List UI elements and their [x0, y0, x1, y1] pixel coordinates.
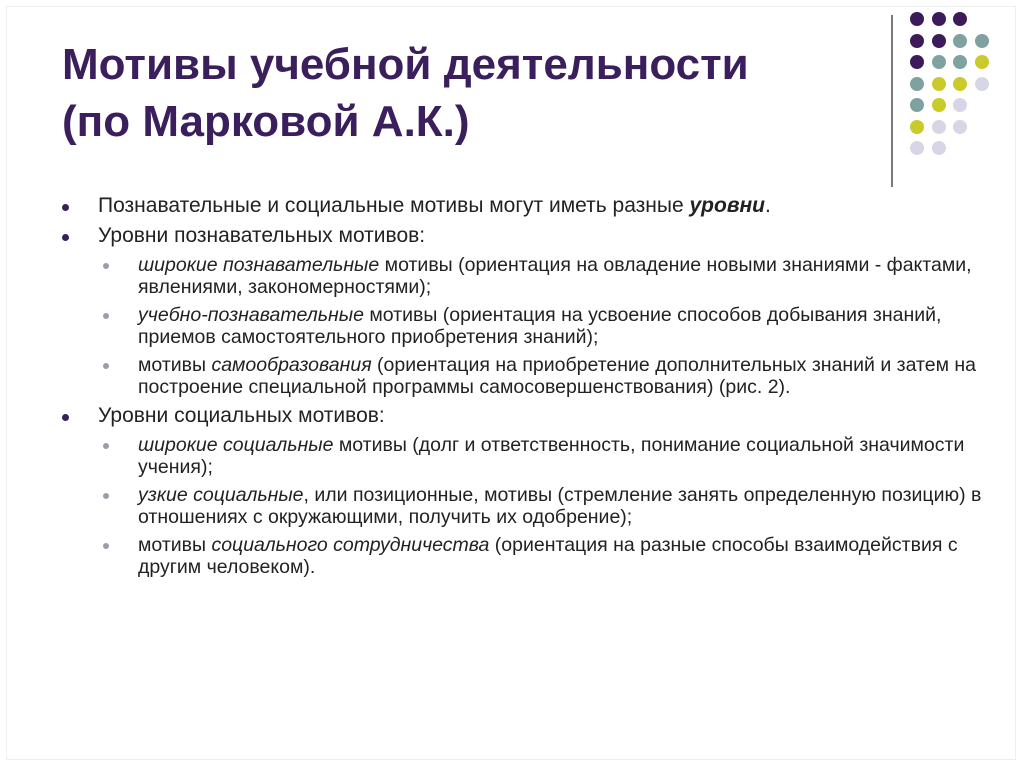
sub-bullet-emphasis: широкие познавательные: [138, 254, 380, 276]
decor-dot: [932, 120, 946, 134]
bullet-levels-intro: [60, 194, 990, 218]
bullet-text: Уровни познавательных мотивов:: [98, 224, 426, 247]
decor-dot-grid: [910, 12, 1000, 164]
decor-dot: [975, 77, 989, 91]
decor-vertical-line: [891, 15, 893, 187]
sub-bullet-social-2: [60, 484, 990, 528]
decor-dot: [910, 12, 924, 26]
decor-dot: [975, 34, 989, 48]
sub-bullet-emphasis: учебно-познавательные: [138, 304, 364, 326]
sub-bullet-social-3: [60, 534, 990, 578]
decor-dot: [953, 120, 967, 134]
sub-bullet-cognitive-2: [60, 304, 990, 348]
slide-body: [60, 194, 990, 584]
decor-dot: [932, 141, 946, 155]
decor-dot: [932, 12, 946, 26]
decor-dot: [953, 55, 967, 69]
bullet-text: Уровни социальных мотивов:: [98, 404, 385, 427]
decor-dot: [932, 98, 946, 112]
title-line-1: Мотивы учебной деятельности: [62, 40, 749, 89]
sub-bullet-emphasis: широкие социальные: [138, 434, 334, 456]
bullet-text: Познавательные и социальные мотивы могут иметь разные: [98, 194, 690, 217]
sub-bullet-text: (ориентация на разные способы взаимодействия с другим человеком).: [138, 534, 958, 578]
sub-bullet-emphasis: социального сотрудничества: [211, 534, 490, 556]
decor-dot: [953, 34, 967, 48]
sub-bullet-cognitive-1: [60, 254, 990, 298]
sub-bullet-text: мотивы (ориентация на усвоение способов добывания знаний, приемов самостоятельного приобретения знаний);: [138, 304, 942, 348]
bullet-social-heading: [60, 404, 990, 428]
sub-bullet-text-start: мотивы: [138, 534, 212, 556]
decor-dot: [910, 55, 924, 69]
title-line-2: (по Марковой А.К.): [62, 97, 470, 146]
decor-dot: [910, 34, 924, 48]
decor-dot: [910, 77, 924, 91]
sub-bullet-text: мотивы (ориентация на овладение новыми знаниями - фактами, явлениями, закономерностями);: [138, 254, 972, 298]
decor-dot: [910, 98, 924, 112]
decor-dot: [975, 55, 989, 69]
sub-bullet-emphasis: узкие социальные: [138, 484, 304, 506]
bullet-cognitive-heading: [60, 224, 990, 248]
decor-dot: [953, 98, 967, 112]
decor-dot: [953, 12, 967, 26]
slide-title: [62, 36, 862, 150]
sub-bullet-text: (ориентация на приобретение дополнительных знаний и затем на построение специальной программы самосовершенствования) (рис. 2).: [138, 354, 977, 398]
decor-dot: [910, 120, 924, 134]
decor-dot: [953, 77, 967, 91]
bullet-emphasis: уровни: [689, 194, 766, 217]
sub-bullet-cognitive-3: [60, 354, 990, 398]
sub-bullet-social-1: [60, 434, 990, 478]
sub-bullet-text-start: мотивы: [138, 354, 212, 376]
decor-dot: [910, 141, 924, 155]
sub-bullet-text: мотивы (долг и ответственность, понимание социальной значимости учения);: [138, 434, 965, 478]
sub-bullet-text: , или позиционные, мотивы (стремление занять определенную позицию) в отношениях с окружающими, получить их одобрение);: [138, 484, 982, 528]
decor-dot: [932, 55, 946, 69]
decor-dot: [932, 34, 946, 48]
decor-dot: [932, 77, 946, 91]
bullet-text-end: .: [765, 194, 771, 217]
sub-bullet-emphasis: самообразования: [211, 354, 372, 376]
